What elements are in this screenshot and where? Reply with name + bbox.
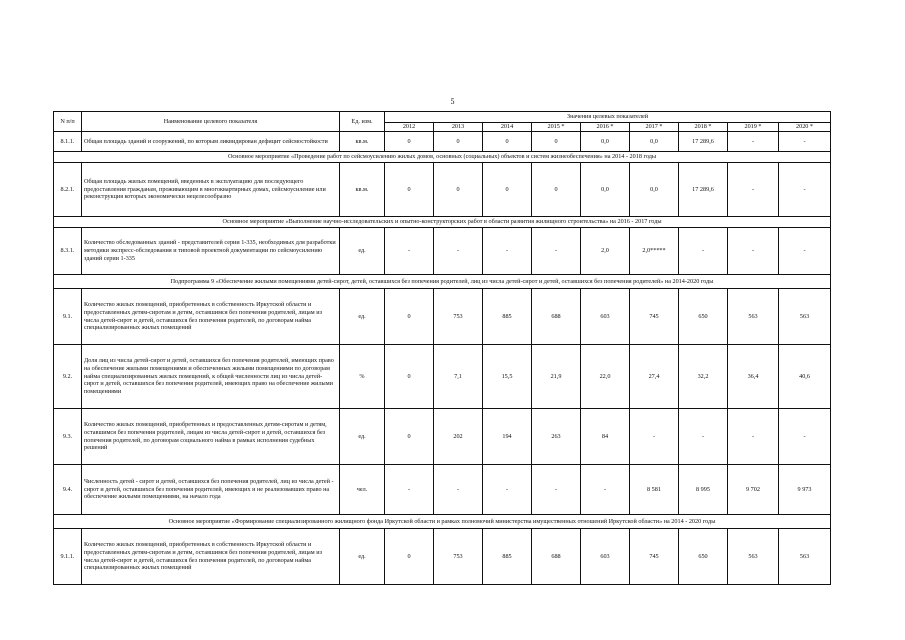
header-year: 2016 * [581, 123, 630, 132]
value-cell: 194 [483, 409, 532, 465]
value-cell: - [779, 163, 831, 217]
row-number: 9.3. [54, 409, 82, 465]
header-year: 2018 * [679, 123, 728, 132]
header-year: 2017 * [630, 123, 679, 132]
value-cell: 753 [434, 529, 483, 585]
indicator-name: Доля лиц из числа детей-сирот и детей, оставшихся без попечения родителей, имеющих право на обеспечение жилыми помещениями и обеспеченных жилыми помещениями по договорам найма специализированных жилых помещений, к общей численности лиц из числа детей-сирот и детей, оставшихся без попечения родителей, имеющих право на обеспечение жилыми помещениями [82, 345, 340, 409]
value-cell: - [581, 465, 630, 515]
value-cell: 84 [581, 409, 630, 465]
indicator-name: Количество жилых помещений, приобретенных и предоставленных детям-сиротам и детям, оставшимся без попечения родителей, лицам из числа детей-сирот и детей, оставшихся без попечения родителей, по договорам социального найма в рамках исполнения судебных решений [82, 409, 340, 465]
header-year: 2013 [434, 123, 483, 132]
indicator-name: Численность детей - сирот и детей, оставшихся без попечения родителей, лиц из числа детей - сирот и детей, оставшихся без попечения родителей, имеющих и не реализовавших право на обеспечение жилыми помещениями, на начало года [82, 465, 340, 515]
value-cell: 650 [679, 529, 728, 585]
value-cell: - [679, 409, 728, 465]
unit-cell: ед. [340, 228, 385, 275]
unit-cell: чел. [340, 465, 385, 515]
indicator-name: Общая площадь жилых помещений, введенных в эксплуатацию для последующего предоставления гражданам, проживающим в многоквартирных домах, сейсмоусиление или реконструкция которых экономически нецелесообразно [82, 163, 340, 217]
value-cell: 0 [385, 409, 434, 465]
value-cell: - [385, 465, 434, 515]
unit-cell: кв.м. [340, 132, 385, 152]
value-cell: 0,0 [630, 132, 679, 152]
table-row [54, 345, 831, 409]
table-row [54, 132, 831, 152]
header-year: 2012 [385, 123, 434, 132]
value-cell: 885 [483, 529, 532, 585]
value-cell: 563 [779, 529, 831, 585]
table-body [54, 132, 831, 585]
indicator-name: Количество жилых помещений, приобретенных в собственность Иркутской области и предоставленных детям-сиротам и детям, оставшимся без попечения родителей, лицам из числа детей-сирот и детей, оставшихся без попечения родителей, по договорам найма специализированных жилых помещений [82, 289, 340, 345]
value-cell: 0 [434, 163, 483, 217]
unit-cell: ед. [340, 409, 385, 465]
value-cell: 0,0 [630, 163, 679, 217]
header-year: 2015 * [532, 123, 581, 132]
value-cell: - [779, 228, 831, 275]
table-row [54, 529, 831, 585]
indicator-name: Общая площадь зданий и сооружений, по которым ликвидирован дефицит сейсмостойкости [82, 132, 340, 152]
value-cell: 885 [483, 289, 532, 345]
value-cell: 9 702 [728, 465, 779, 515]
header-name: Наименование целевого показателя [82, 112, 340, 132]
table-row [54, 409, 831, 465]
value-cell: 36,4 [728, 345, 779, 409]
value-cell: 40,6 [779, 345, 831, 409]
value-cell: - [532, 465, 581, 515]
value-cell: - [679, 228, 728, 275]
section-row [54, 152, 831, 163]
table-row [54, 163, 831, 217]
unit-cell: кв.м. [340, 163, 385, 217]
header-values-caption: Значения целевых показателей [385, 112, 831, 123]
value-cell: 0 [483, 163, 532, 217]
value-cell: - [728, 132, 779, 152]
indicator-name: Количество обследованных зданий - представителей серии 1-335, необходимых для разработки методики экспресс-обследования и типовой проектной документации по сейсмоусилению зданий серии 1-335 [82, 228, 340, 275]
value-cell: - [483, 465, 532, 515]
value-cell: 2,0***** [630, 228, 679, 275]
row-number: 8.1.1. [54, 132, 82, 152]
row-number: 8.3.1. [54, 228, 82, 275]
value-cell: - [779, 409, 831, 465]
value-cell: 2,0 [581, 228, 630, 275]
section-title: Основное мероприятие «Формирование специализированного жилищного фонда Иркутской области и рамках полномочий министерства имущественных отношений Иркутской области» на 2014 - 2020 годы [54, 515, 831, 529]
section-title: Основное мероприятие «Выполнение научно-исследовательских и опытно-конструкторских работ в области развития жилищного строительства» на 2016 - 2017 годы [54, 217, 831, 228]
value-cell: 0 [385, 345, 434, 409]
value-cell: 745 [630, 529, 679, 585]
value-cell: 688 [532, 529, 581, 585]
value-cell: 0,0 [581, 163, 630, 217]
unit-cell: % [340, 345, 385, 409]
value-cell: 0 [532, 132, 581, 152]
value-cell: 0,0 [581, 132, 630, 152]
section-row [54, 217, 831, 228]
section-title: Основное мероприятие «Проведение работ по сейсмоусилению жилых домов, основных (социальных) объектов и систем жизнеобеспечения» на 2014 - 2018 годы [54, 152, 831, 163]
value-cell: - [779, 132, 831, 152]
unit-cell: ед. [340, 529, 385, 585]
value-cell: 0 [385, 289, 434, 345]
page-number: 5 [450, 97, 455, 106]
table-row [54, 465, 831, 515]
value-cell: 753 [434, 289, 483, 345]
value-cell: 8 995 [679, 465, 728, 515]
header-year: 2019 * [728, 123, 779, 132]
indicator-name: Количество жилых помещений, приобретенных в собственность Иркутской области и предоставленных детям-сиротам и детям, оставшимся без попечения родителей, лицам из числа детей-сирот и детей, оставшихся без попечения родителей, по договорам найма специализированных жилых помещений [82, 529, 340, 585]
table-row [54, 289, 831, 345]
table-header [54, 112, 831, 132]
value-cell: - [483, 228, 532, 275]
value-cell: 650 [679, 289, 728, 345]
value-cell: - [728, 228, 779, 275]
row-number: 8.2.1. [54, 163, 82, 217]
unit-cell: ед. [340, 289, 385, 345]
value-cell: 17 289,6 [679, 132, 728, 152]
value-cell: 27,4 [630, 345, 679, 409]
header-year: 2014 [483, 123, 532, 132]
value-cell: - [630, 409, 679, 465]
value-cell: - [728, 409, 779, 465]
section-row [54, 515, 831, 529]
value-cell: 22,0 [581, 345, 630, 409]
header-year: 2020 * [779, 123, 831, 132]
value-cell: 263 [532, 409, 581, 465]
value-cell: - [434, 228, 483, 275]
value-cell: 21,9 [532, 345, 581, 409]
value-cell: 17 289,6 [679, 163, 728, 217]
header-unit: Ед. изм. [340, 112, 385, 132]
value-cell: 9 973 [779, 465, 831, 515]
header-num: N п/п [54, 112, 82, 132]
value-cell: - [728, 163, 779, 217]
value-cell: 15,5 [483, 345, 532, 409]
value-cell: 7,1 [434, 345, 483, 409]
value-cell: 745 [630, 289, 679, 345]
row-number: 9.1. [54, 289, 82, 345]
value-cell: - [532, 228, 581, 275]
value-cell: - [434, 465, 483, 515]
value-cell: 603 [581, 289, 630, 345]
value-cell: 202 [434, 409, 483, 465]
value-cell: 8 581 [630, 465, 679, 515]
indicator-table [53, 111, 831, 585]
row-number: 9.2. [54, 345, 82, 409]
section-row [54, 275, 831, 289]
value-cell: 0 [483, 132, 532, 152]
value-cell: 603 [581, 529, 630, 585]
value-cell: 0 [532, 163, 581, 217]
value-cell: 688 [532, 289, 581, 345]
value-cell: 0 [385, 163, 434, 217]
value-cell: - [385, 228, 434, 275]
value-cell: 0 [385, 529, 434, 585]
value-cell: 0 [434, 132, 483, 152]
value-cell: 0 [385, 132, 434, 152]
value-cell: 563 [728, 529, 779, 585]
section-title: Подпрограмма 9 «Обеспечение жилыми помещениями детей-сирот, детей, оставшихся без попечения родителей, лиц из числа детей-сирот и детей, оставшихся без попечения родителей» на 2014-2020 годы [54, 275, 831, 289]
row-number: 9.1.1. [54, 529, 82, 585]
table-row [54, 228, 831, 275]
value-cell: 563 [728, 289, 779, 345]
value-cell: 32,2 [679, 345, 728, 409]
row-number: 9.4. [54, 465, 82, 515]
value-cell: 563 [779, 289, 831, 345]
